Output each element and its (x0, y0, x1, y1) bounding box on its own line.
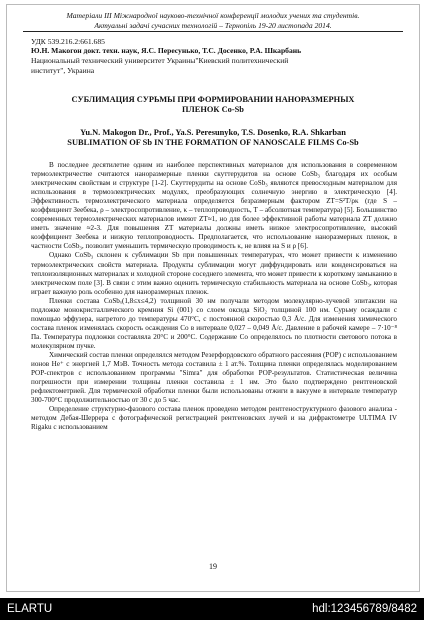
paragraph: Определение структурно-фазового состава пленок проведено методом рентгеноструктурного фазового анализа - методом Дебая-Шеррера с фотографической регистрацией рентгеновских лучей и на дифрактометре ULTIMA IV Rigaku с использованием (31, 405, 397, 432)
article-body (31, 161, 397, 432)
header-line-2: Актуальні задачі сучасних технологій – Тернопіль 19-20 листопада 2014. (94, 20, 332, 30)
handle-id: hdl:123456789/8482 (312, 603, 417, 615)
title-ru-line-1: СУБЛИМАЦИЯ СУРЬМЫ ПРИ ФОРМИРОВАНИИ НАНОРАЗМЕРНЫХ (71, 95, 355, 104)
title-ru (23, 95, 403, 115)
header-rule (23, 31, 403, 32)
authors-en: Yu.N. Makogon Dr., Prof., Ya.S. Peresunyko, T.S. Dosenko, R.A. Shkarban (80, 128, 346, 137)
viewer-footer (0, 598, 424, 620)
paragraph: В последнее десятилетие одним из наиболее перспективных материалов для использования в современном термоэлектричестве считаются наноразмерные пленки скуттерудитов на основе CoSb₃ благодаря их особым электрическим свойствам и структуре [1-2]. Скуттерудиты на основе CoSb₃ являются превосходным материалом для использования в термоэлектрических модулях, преобразующих солнечную энергию в электрическую [4]. Эффективность термоэлектрического материала определяется безразмерным фактором ZT=S²T/ρκ (где S – коэффициент Зеебека, ρ – электросопротивление, κ – теплопроводность, T – абсолютная температура) [5]. Большинство современных термоэлектрических материалов имеют ZT≈1, но для более эффективной работы материала ZT должно иметь значение ≈2-3. Для повышения ZT материалы должны иметь низкое электросопротивление, высокий коэффициент Зеебека и низкую теплопроводность. Предполагается, что использование наноразмерных пленок, в частности CoSb₃, позволит уменьшить термическую проводимость κ, не влияя на S и ρ [6]. (31, 161, 397, 251)
title-en (23, 128, 403, 148)
title-en-line: SUBLIMATION OF Sb IN THE FORMATION OF NANOSCALE FILMS Co-Sb (67, 138, 359, 147)
conference-header (23, 11, 403, 30)
udk-code: УДК 539.216.2:661.685 (31, 37, 105, 46)
title-ru-line-2: ПЛЕНОК Co-Sb (182, 105, 244, 114)
affiliation-line-1: Национальный технический университет Украины"Киевский политехнический (31, 56, 289, 65)
paragraph: Однако CoSb₃ склонен к сублимации Sb при повышенных температурах, что может привести к изменению термоэлектрических свойств материала. Продукты сублимации могут диффундировать или конденсироваться на теплоизоляционных материалах и холодной стороне соседнего элемента, что может привести к короткому замыканию в электрическом поле [3]. В связи с этим важно оценить термическую стабильность материала на основе CoSb₃, которая играет важную роль особенно для наноразмерных пленок. (31, 251, 397, 296)
paragraph: Пленки состава CoSbₓ(1,8≤x≤4,2) толщиной 30 нм получали методом молекулярно-лучевой эпитаксии на подложке монокристаллического кремния Si (001) со слоем оксида SiO₂ толщиной 100 нм. Сурьму осаждали с помощью эффузера, нагретого до температуры 470°С, с постоянной скоростью 0,3 Å/с. Для изменения химического состава пленок изменялась скорость осаждения Co в интервале 0,027 – 0,049 Å/с. Давление в рабочей камере – 7·10⁻⁸ Па. Температура подложки составляла 20°С и 200°С. Содержание Co определялось по плотности светового потока в молекулярном пучке. (31, 296, 397, 350)
paragraph: Химический состав пленки определялся методом Резерфордовского обратного рассеяния (РОР) с использованием ионов He⁺ с энергией 1,7 МэВ. Точность метода составила ± 1 ат.%. Толщина пленки определялась моделированием РОР-спектров с использованием программы "Simra" для обработки РОР-результатов. Статистическая величина погрешности при измерении толщины пленки составила ± 1 нм. Это было подтверждено рентгеновской рефлектометрией. Для термической обработки пленки были использованы отжиги в вакууме в интервале температур 300-700°С продолжительностью от 30 с до 5 час. (31, 350, 397, 405)
repository-name: ELARTU (7, 603, 53, 615)
authors: Ю.Н. Макогон докт. техн. наук, Я.С. Пересунько, Т.С. Досенко, Р.А. Шкарбань (31, 46, 302, 55)
affiliation-line-2: институт", Украина (31, 66, 95, 75)
header-line-1: Матеріали ІІІ Міжнародної науково-технічної конференції молодих учених та студентів. (66, 11, 360, 20)
page-number: 19 (209, 562, 217, 571)
document-page (6, 4, 420, 592)
